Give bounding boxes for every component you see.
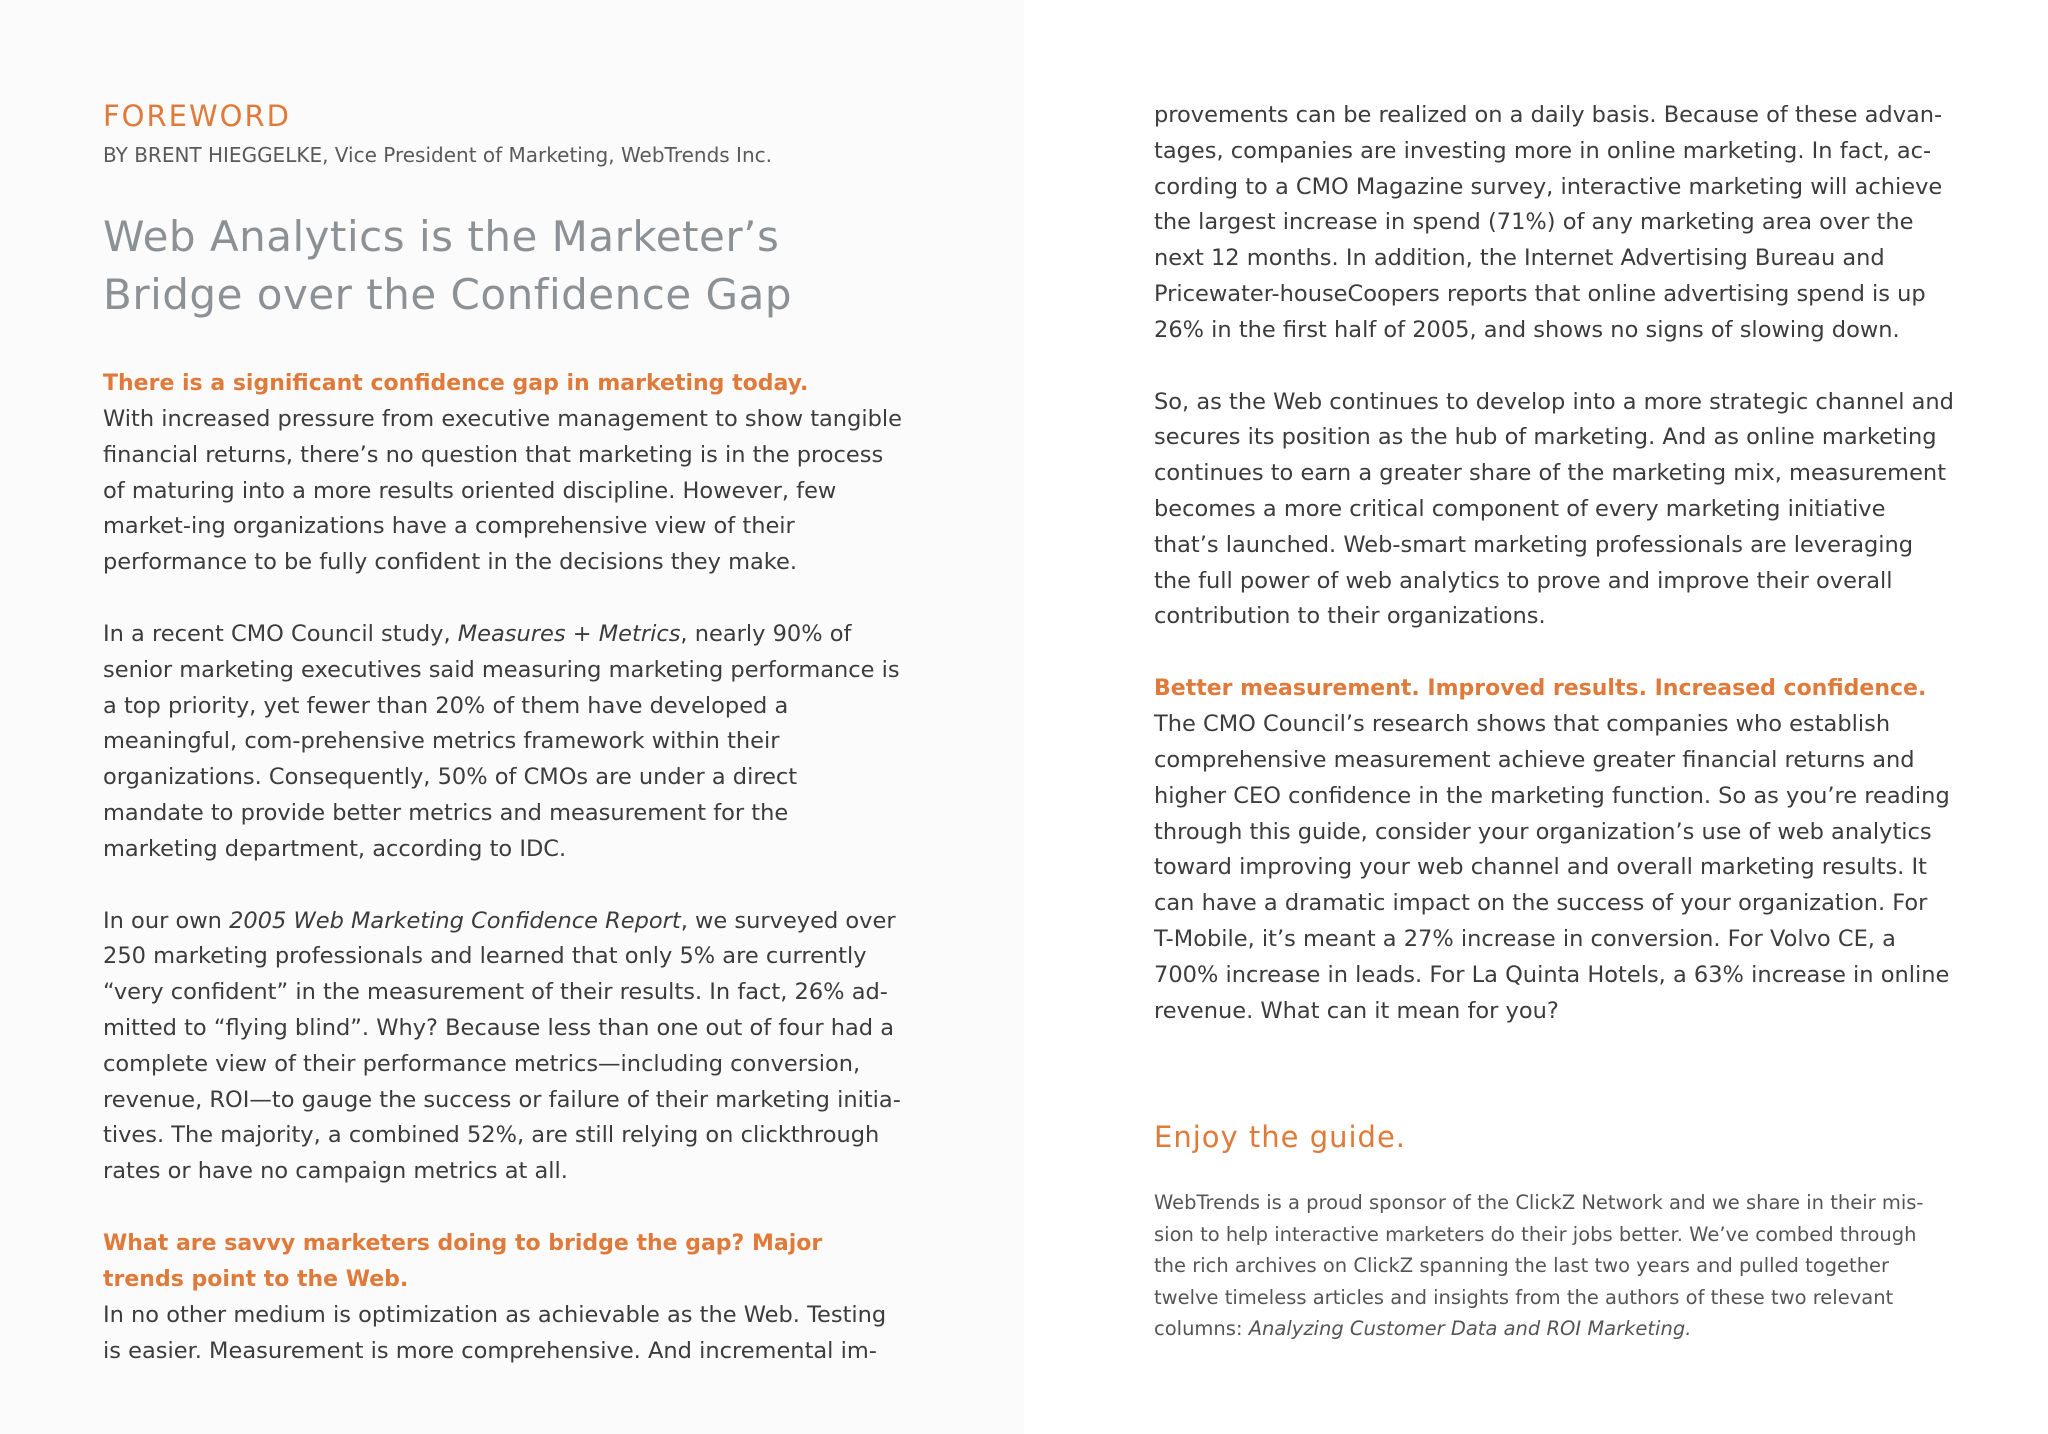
sponsor-italic: Analyzing Customer Data and ROI Marketing. [1248,1317,1692,1341]
paragraph-4: In no other medium is optimization as achievable as the Web. Testing is easier. Measurement is more comprehensive. And incremental im- [103,1301,887,1364]
enjoy-heading: Enjoy the guide. [1154,1120,1407,1155]
paragraph-1: With increased pressure from executive management to show tangible financial returns, there’s no question that marketing is in the process of maturing into a more results oriented discipline. However, few market-ing organizations have a comprehensive view of their performance to be fully confident in the decisions they make. [103,406,902,576]
paragraph-5: provements can be realized on a daily basis. Because of these advan-tages, companies are investing more in online marketing. In fact, ac-cording to a CMO Magazine survey, interactive marketing will achieve the largest increase in spend (71%) of any marketing area over the next 12 months. In addition, the Internet Advertising Bureau and Pricewater-houseCoopers reports that online advertising spend is up 26% in the first half of 2005, and shows no signs of slowing down. [1154,102,1943,343]
paragraph-2 [103,617,903,868]
heading-better-measurement: Better measurement. Improved results. Increased confidence. [1154,676,1927,702]
title-line-1: Web Analytics is the Marketer’s [103,212,780,261]
sponsor-note [1154,1187,1954,1345]
left-column [103,96,903,1370]
sponsor-text: WebTrends is a proud sponsor of the ClickZ Network and we share in their mis-sion to help interactive marketers do their jobs better. We’ve combed through the rich archives on ClickZ spanning the last two years and pulled together twelve timeless articles and insights from the authors of these two relevant columns: [1154,1191,1924,1341]
p3-text-a: In our own [103,907,230,934]
p3-text-b: , we surveyed over 250 marketing professionals and learned that only 5% are currently “very confident” in the measurement of their results. In fact, 26% ad-mitted to “flying blind”. Why? Because less than one out of four had a complete view of their performance metrics—including conversion, revenue, ROI—to gauge the success or failure of their marketing initia-tives. The majority, a combined 52%, are still relying on clickthrough rates or have no campaign metrics at all. [103,907,901,1185]
paragraph-6: So, as the Web continues to develop into a more strategic channel and secures its position as the hub of marketing. And as online marketing continues to earn a greater share of the marketing mix, measurement becomes a more critical component of every marketing initiative that’s launched. Web-smart marketing professionals are leveraging the full power of web analytics to prove and improve their overall contribution to their organizations. [1154,388,1954,630]
p2-text-a: In a recent CMO Council study, [103,620,458,647]
paragraph-7: The CMO Council’s research shows that companies who establish comprehensive measurement achieve greater financial returns and higher CEO confidence in the marketing function. So as you’re reading through this guide, consider your organization’s use of web analytics toward improving your web channel and overall marketing results. It can have a dramatic impact on the success of your organization. For T-Mobile, it’s meant a 27% increase in conversion. For Volvo CE, a 700% increase in leads. For La Quinta Hotels, a 63% increase in online revenue. What can it mean for you? [1154,711,1950,1024]
p3-italic: 2005 Web Marketing Confidence Report [229,907,681,934]
p2-text-b: , nearly 90% of senior marketing executives said measuring marketing performance is a top priority, yet fewer than 20% of them have developed a meaningful, com-prehensive metrics framework within their organizations. Consequently, 50% of CMOs are under a direct mandate to provide better metrics and measurement for the marketing department, according to IDC. [103,620,900,862]
page-title [103,208,903,324]
byline: BY BRENT HIEGGELKE, Vice President of Marketing, WebTrends Inc. [103,143,772,167]
paragraph-3 [103,904,903,1190]
right-column [1154,98,1954,1345]
section-label: FOREWORD [103,99,291,133]
heading-savvy-marketers: What are savvy marketers doing to bridge the gap? Major trends point to the Web. [103,1230,823,1292]
p2-italic: Measures + Metrics [457,620,681,647]
title-line-2: Bridge over the Confidence Gap [103,270,792,319]
heading-confidence-gap: There is a significant confidence gap in marketing today. [103,371,809,396]
right-page [1024,0,2048,1434]
